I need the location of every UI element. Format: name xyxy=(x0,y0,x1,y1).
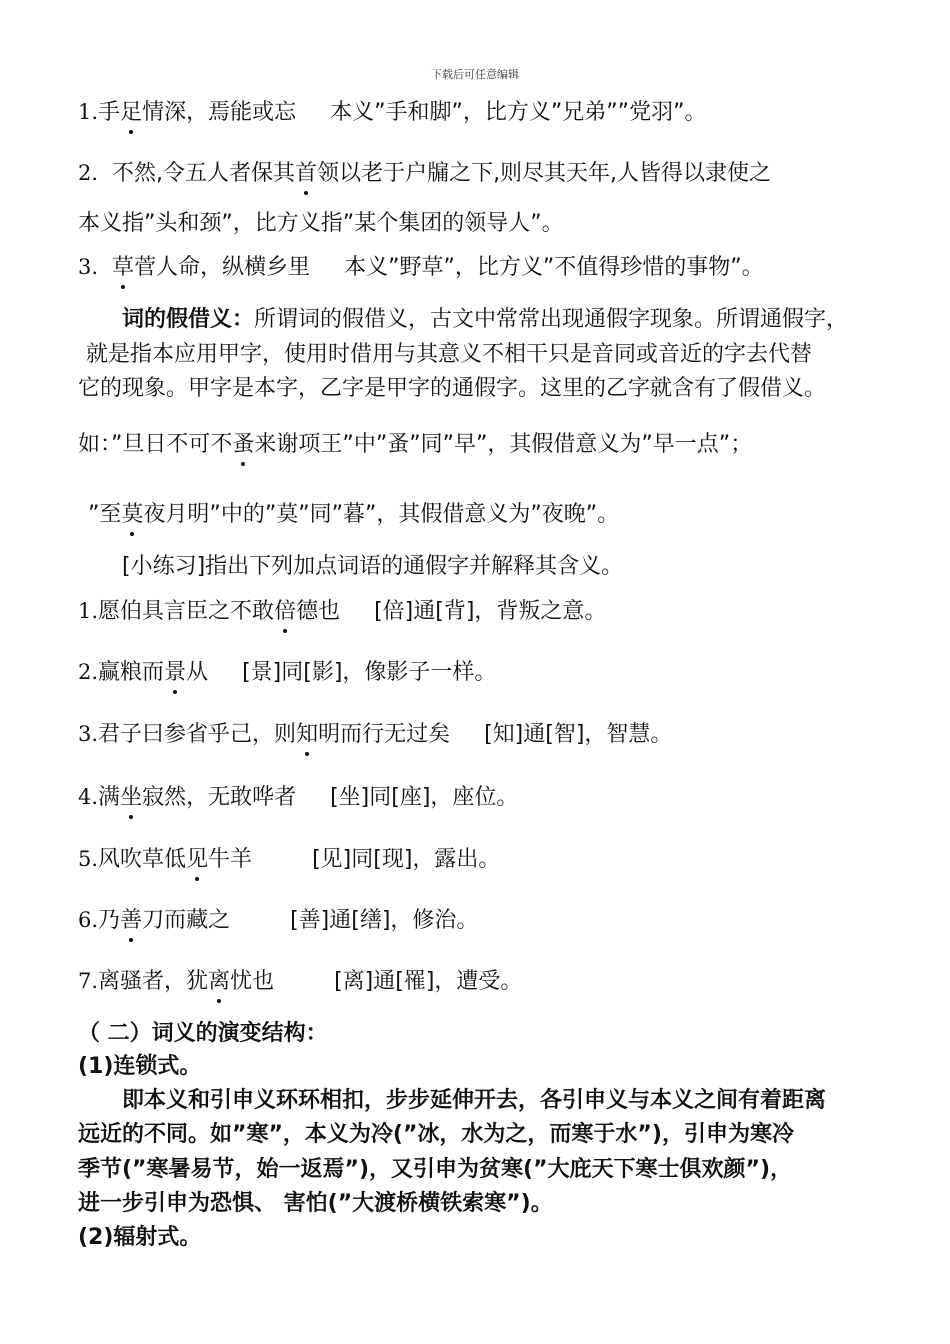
practice-item: 2.赢粮而景从 [景]同[影]，像影子一样。 xyxy=(78,660,497,685)
practice-item: 1.愿伯具言臣之不敢倍德也 [倍]通[背]，背叛之意。 xyxy=(78,599,607,624)
dotted-word: 莫 xyxy=(121,502,144,527)
example-number: 3. xyxy=(78,255,99,279)
practice-title: [小练习]指出下列加点词语的通假字并解释其含义。 xyxy=(122,554,624,579)
jiajie-paragraph-line-3: 它的现象。甲字是本字，乙字是甲字的通假字。这里的乙字就含有了假借义。 xyxy=(78,376,827,401)
dotted-word: 离 xyxy=(208,969,231,994)
example-gloss: 本义”野草”，比方义”不值得珍惜的事物”。 xyxy=(344,255,764,280)
example-2-line: 2. 不然,令五人者保其首领以老于户牖之下,则尽其天年,人皆得以隶使之 xyxy=(78,161,772,186)
jiajie-example-b: ”至莫夜月明”中的”莫”同”暮”，其假借意义为”夜晚”。 xyxy=(88,502,620,527)
practice-answer: [景]同[影]，像影子一样。 xyxy=(242,660,497,685)
section-heading: （ 二）词义的演变结构： xyxy=(78,1021,328,1046)
jiajie-example-a: 如：”旦日不可不蚤来谢项王”中”蚤”同”早”，其假借意义为”早一点”； xyxy=(78,432,753,457)
dotted-word: 倍 xyxy=(274,599,297,624)
jiajie-title: 词的假借义： xyxy=(122,307,255,332)
section-paragraph-line-4: 进一步引申为恐惧、 害怕(”大渡桥横铁索寒”)。 xyxy=(78,1191,553,1216)
dotted-word: 知 xyxy=(296,722,319,747)
subsection-heading: (2)辐射式。 xyxy=(78,1225,202,1250)
jiajie-paragraph-line-1: 词的假借义：所谓词的假借义，古文中常常出现通假字现象。所谓通假字， xyxy=(122,307,849,332)
practice-answer: [善]通[缮]，修治。 xyxy=(290,908,479,933)
practice-answer: [坐]同[座]，座位。 xyxy=(330,785,519,810)
dotted-word: 草 xyxy=(112,255,135,280)
section-paragraph-line-3: 季节(”寒暑易节，始一返焉”)，又引申为贫寒(”大庇天下寒士俱欢颜”)， xyxy=(78,1157,793,1182)
practice-item: 6.乃善刀而藏之 [善]通[缮]，修治。 xyxy=(78,908,479,933)
page-header: 下载后可任意编辑 xyxy=(431,68,519,81)
example-2-gloss: 本义指”头和颈”，比方义指”某个集团的领导人”。 xyxy=(78,211,564,236)
section-paragraph-line-2: 远近的不同。如”寒”，本义为冷(”冰，水为之，而寒于水”)，引申为寒冷 xyxy=(78,1122,794,1147)
dotted-word: 景 xyxy=(164,660,187,685)
dotted-word: 蚤 xyxy=(232,432,255,457)
practice-answer: [知]通[智]，智慧。 xyxy=(484,722,673,747)
practice-answer: [见]同[现]，露出。 xyxy=(312,847,501,872)
example-gloss: 本义”手和脚”，比方义”兄弟””党羽”。 xyxy=(330,100,707,125)
section-paragraph-line-1: 即本义和引申义环环相扣，步步延伸开去，各引申义与本义之间有着距离 xyxy=(122,1088,827,1113)
example-1-line: 1.手足情深，焉能或忘 本义”手和脚”，比方义”兄弟””党羽”。 xyxy=(78,100,707,125)
dotted-word: 首 xyxy=(295,161,318,186)
dotted-word: 坐 xyxy=(120,785,143,810)
practice-item: 3.君子曰参省乎己，则知明而行无过矣 [知]通[智]，智慧。 xyxy=(78,722,673,747)
dotted-word: 善 xyxy=(120,908,143,933)
practice-item: 7.离骚者，犹离忧也 [离]通[罹]，遭受。 xyxy=(78,969,523,994)
dotted-word: 足 xyxy=(120,100,143,125)
practice-answer: [离]通[罹]，遭受。 xyxy=(334,969,523,994)
practice-item: 5.风吹草低见牛羊 [见]同[现]，露出。 xyxy=(78,847,501,872)
example-number: 1. xyxy=(78,100,99,124)
example-number: 2. xyxy=(78,161,99,185)
dotted-word: 见 xyxy=(186,847,209,872)
practice-answer: [倍]通[背]，背叛之意。 xyxy=(374,599,607,624)
example-3-line: 3. 草菅人命，纵横乡里 本义”野草”，比方义”不值得珍惜的事物”。 xyxy=(78,255,764,280)
jiajie-paragraph-line-2: 就是指本应用甲字，使用时借用与其意义不相干只是音同或音近的字去代替 xyxy=(86,342,813,367)
practice-item: 4.满坐寂然，无敢哗者 [坐]同[座]，座位。 xyxy=(78,785,519,810)
subsection-heading: (1)连锁式。 xyxy=(78,1054,202,1079)
